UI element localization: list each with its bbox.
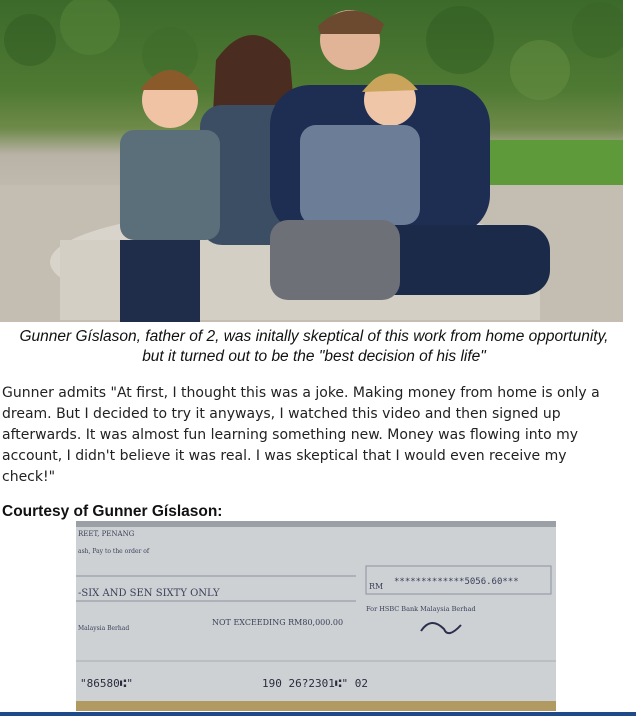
check-micr-left: "86580⑆" (80, 677, 133, 690)
check-currency: RM (369, 582, 384, 591)
check-limit: NOT EXCEEDING RM80,000.00 (212, 618, 344, 627)
family-photo-illustration (0, 0, 623, 322)
check-micr-right: 190 26?2301⑆" 02 (262, 677, 368, 690)
check-branch: REET, PENANG (78, 530, 135, 538)
caption-line: Gunner Gíslason, father of 2, was initally skeptical of this work from home opportunity, (19, 328, 609, 345)
check-amount-words: -SIX AND SEN SIXTY ONLY (78, 588, 220, 599)
photo-caption (0, 327, 628, 367)
testimonial-paragraph (2, 383, 622, 488)
paragraph-line: afterwards. It was almost fun learning something new. Money was flowing into my (2, 427, 579, 443)
courtesy-heading: Courtesy of Gunner Gíslason: (2, 503, 223, 520)
check-image (76, 521, 556, 711)
caption-line: but it turned out to be the "best decision of his life" (142, 348, 486, 365)
family-photo (0, 0, 623, 322)
paragraph-line: Gunner admits "At first, I thought this was a joke. Making money from home is only a (2, 385, 600, 401)
paragraph-line: check!" (2, 469, 56, 485)
bottom-divider (0, 712, 636, 716)
paragraph-line: dream. But I decided to try it anyways, I watched this video and then signed up (2, 406, 561, 422)
check-for-bank: For HSBC Bank Malaysia Berhad (366, 605, 476, 613)
check-amount-figure: *************5056.60*** (394, 577, 519, 587)
paragraph-line: account, I didn't believe it was real. I was skeptical that I would even receive my (2, 448, 567, 464)
check-pay-to: ash, Pay to the order of (78, 548, 150, 555)
check-bank-name: Malaysia Berhad (78, 625, 130, 632)
